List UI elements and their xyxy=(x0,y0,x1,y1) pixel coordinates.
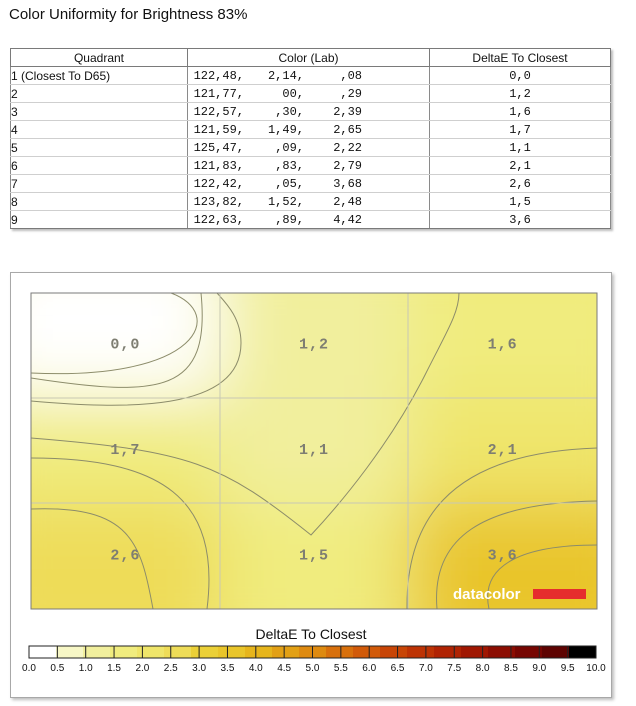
cell-quadrant: 8 xyxy=(11,193,188,211)
lab-l: 125,47, xyxy=(193,140,244,155)
legend-tick-label: 4.0 xyxy=(248,663,263,674)
cell-color-lab xyxy=(188,67,430,85)
legend-swatch xyxy=(56,646,84,658)
lab-l: 122,63, xyxy=(193,212,244,227)
lab-l: 121,77, xyxy=(193,86,244,101)
legend-tick-label: 4.5 xyxy=(277,663,292,674)
lab-a: 1,52, xyxy=(267,194,304,209)
legend-tick-label: 8.5 xyxy=(503,663,518,674)
header-color-lab: Color (Lab) xyxy=(188,49,430,67)
lab-a: ,83, xyxy=(275,158,304,173)
table-row xyxy=(11,103,611,121)
cell-color-lab xyxy=(188,175,430,193)
legend-tick-label: 3.0 xyxy=(192,663,207,674)
table-header-row xyxy=(11,49,611,67)
cell-color-lab xyxy=(188,193,430,211)
legend-swatch xyxy=(245,646,273,658)
lab-l: 122,42, xyxy=(193,176,244,191)
cell-deltae: 1,7 xyxy=(430,121,611,139)
legend-tick-label: 3.5 xyxy=(220,663,235,674)
brand-text: datacolor xyxy=(453,586,521,603)
legend-swatch xyxy=(272,646,300,658)
legend-swatch xyxy=(353,646,381,658)
cell-deltae: 3,6 xyxy=(430,211,611,229)
cell-value-label: 0,0 xyxy=(110,336,141,354)
table-row xyxy=(11,85,611,103)
lab-l: 121,83, xyxy=(193,158,244,173)
cell-value-label: 1,6 xyxy=(487,336,518,354)
legend-tick-label: 0.0 xyxy=(22,663,36,674)
header-quadrant: Quadrant xyxy=(11,49,188,67)
color-scale-legend xyxy=(22,646,606,674)
legend-swatch xyxy=(29,646,57,658)
lab-a: 2,14, xyxy=(267,68,304,83)
brand-bar xyxy=(533,589,586,599)
legend-tick-label: 2.5 xyxy=(163,663,178,674)
heat-cell xyxy=(220,504,409,669)
cell-deltae: 1,6 xyxy=(430,103,611,121)
lab-b: ,08 xyxy=(340,68,362,83)
legend-tick-label: 1.0 xyxy=(78,663,93,674)
cell-quadrant: 7 xyxy=(11,175,188,193)
cell-color-lab xyxy=(188,85,430,103)
legend-tick-label: 6.5 xyxy=(390,663,405,674)
cell-value-label: 2,1 xyxy=(487,441,518,459)
legend-swatch xyxy=(83,646,111,658)
cell-color-lab xyxy=(188,157,430,175)
cell-color-lab xyxy=(188,103,430,121)
cell-value-label: 1,1 xyxy=(298,441,330,459)
uniformity-table xyxy=(10,48,611,229)
page-title: Color Uniformity for Brightness 83% xyxy=(9,6,248,23)
cell-color-lab xyxy=(188,121,430,139)
legend-swatch xyxy=(461,646,489,658)
table-row xyxy=(11,121,611,139)
cell-quadrant: 6 xyxy=(11,157,188,175)
legend-title: DeltaE To Closest xyxy=(255,626,367,642)
cell-value-label: 1,5 xyxy=(298,547,330,565)
table-row xyxy=(11,175,611,193)
lab-a: 00, xyxy=(282,86,304,101)
legend-tick-label: 10.0 xyxy=(586,663,606,674)
legend-tick-label: 8.0 xyxy=(475,663,490,674)
cell-value-label: 3,6 xyxy=(487,547,518,565)
cell-deltae: 1,2 xyxy=(430,85,611,103)
legend-tick-label: 5.5 xyxy=(333,663,348,674)
table-row xyxy=(11,193,611,211)
lab-b: 4,42 xyxy=(333,212,362,227)
legend-swatch xyxy=(191,646,219,658)
cell-quadrant: 2 xyxy=(11,85,188,103)
lab-l: 123,82, xyxy=(193,194,244,209)
legend-swatch xyxy=(542,646,570,658)
heatmap-svg xyxy=(11,273,611,697)
lab-l: 122,48, xyxy=(193,68,244,83)
cell-quadrant: 9 xyxy=(11,211,188,229)
lab-a: 1,49, xyxy=(267,122,304,137)
cell-quadrant: 1 (Closest To D65) xyxy=(11,67,188,85)
lab-b: ,29 xyxy=(340,86,362,101)
heatmap-chart xyxy=(10,272,612,698)
heat-field xyxy=(11,273,611,669)
cell-color-lab xyxy=(188,139,430,157)
cell-deltae: 0,0 xyxy=(430,67,611,85)
legend-swatch xyxy=(137,646,165,658)
legend-swatch xyxy=(569,646,597,658)
legend-tick-label: 1.5 xyxy=(107,663,122,674)
lab-b: 2,22 xyxy=(333,140,362,155)
lab-b: 2,65 xyxy=(333,122,362,137)
cell-quadrant: 5 xyxy=(11,139,188,157)
lab-l: 121,59, xyxy=(193,122,244,137)
lab-a: ,30, xyxy=(275,104,304,119)
lab-a: ,09, xyxy=(275,140,304,155)
cell-quadrant: 4 xyxy=(11,121,188,139)
header-deltae: DeltaE To Closest xyxy=(430,49,611,67)
legend-tick-label: 7.5 xyxy=(447,663,462,674)
legend-tick-label: 9.0 xyxy=(532,663,547,674)
legend-swatch xyxy=(407,646,435,658)
lab-b: 3,68 xyxy=(333,176,362,191)
table-row xyxy=(11,139,611,157)
table-row xyxy=(11,67,611,85)
cell-quadrant: 3 xyxy=(11,103,188,121)
legend-swatch xyxy=(515,646,543,658)
table-row xyxy=(11,157,611,175)
legend-tick-label: 5.0 xyxy=(305,663,320,674)
lab-a: ,89, xyxy=(275,212,304,227)
legend-tick-label: 6.0 xyxy=(362,663,377,674)
lab-b: 2,79 xyxy=(333,158,362,173)
cell-deltae: 2,6 xyxy=(430,175,611,193)
legend-tick-label: 2.0 xyxy=(135,663,150,674)
lab-a: ,05, xyxy=(275,176,304,191)
cell-value-label: 2,6 xyxy=(110,547,141,565)
legend-tick-label: 7.0 xyxy=(418,663,433,674)
legend-tick-label: 0.5 xyxy=(50,663,65,674)
legend-swatch xyxy=(164,646,192,658)
cell-deltae: 2,1 xyxy=(430,157,611,175)
lab-b: 2,48 xyxy=(333,194,362,209)
lab-b: 2,39 xyxy=(333,104,362,119)
lab-l: 122,57, xyxy=(193,104,244,119)
cell-deltae: 1,1 xyxy=(430,139,611,157)
cell-color-lab xyxy=(188,211,430,229)
legend-swatch xyxy=(434,646,462,658)
cell-value-label: 1,7 xyxy=(110,441,141,459)
cell-value-label: 1,2 xyxy=(298,336,330,354)
legend-swatch xyxy=(218,646,246,658)
cell-deltae: 1,5 xyxy=(430,193,611,211)
legend-swatch xyxy=(326,646,354,658)
table-row xyxy=(11,211,611,229)
heat-cell xyxy=(11,504,220,669)
legend-tick-label: 9.5 xyxy=(560,663,575,674)
legend-swatch xyxy=(380,646,408,658)
